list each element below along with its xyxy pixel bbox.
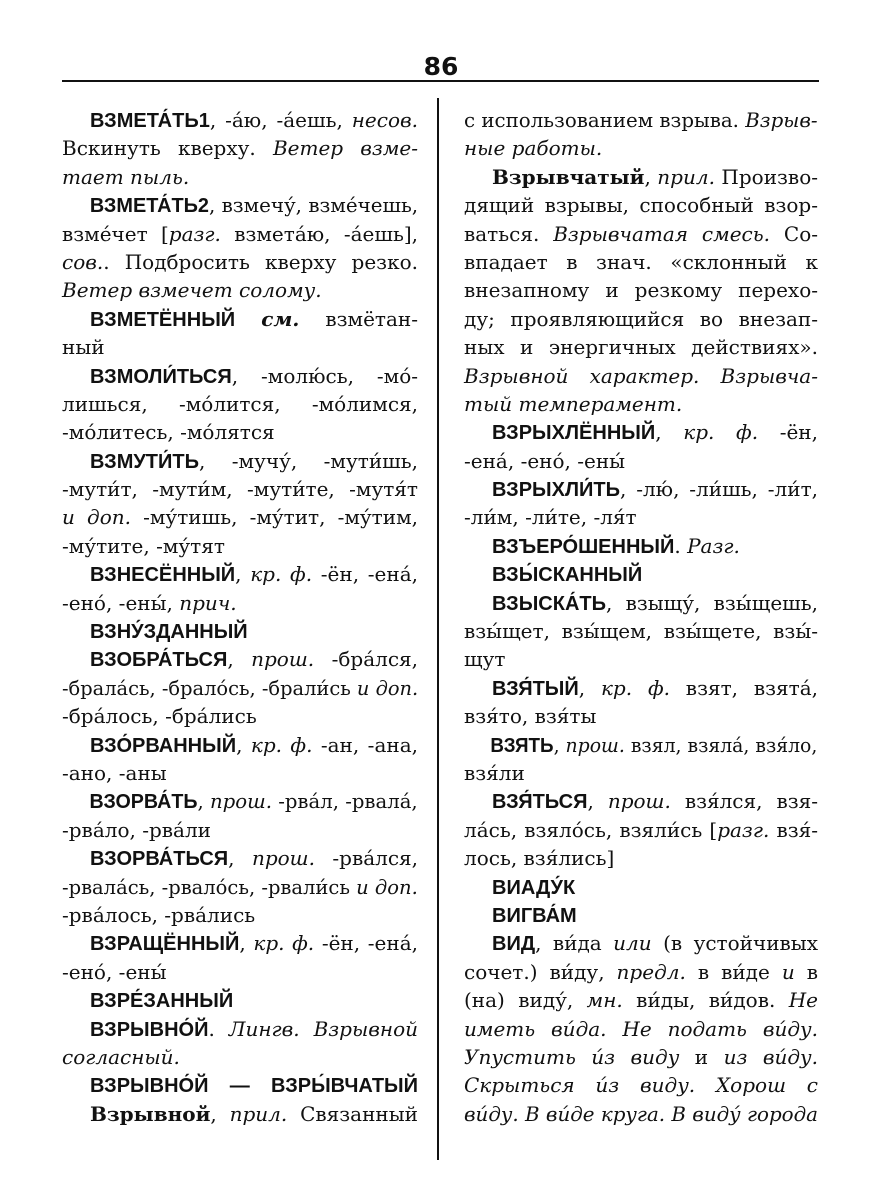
headword: ВЗЯ́ТЫЙ bbox=[492, 677, 579, 700]
text-run: Разг. bbox=[687, 533, 740, 558]
text-run: , bbox=[644, 164, 658, 189]
text-run: и bbox=[781, 959, 795, 984]
headword: ВЗРЫВНО́Й — ВЗРЫ́ВЧАТЫЙ bbox=[90, 1075, 418, 1098]
headword: ВЗЪЕРО́ШЕННЫЙ bbox=[492, 535, 675, 558]
text-run: внезапному и резкому перехо- bbox=[464, 278, 818, 303]
text-run: , bbox=[587, 789, 608, 814]
text-run: Со- bbox=[770, 221, 818, 246]
text-line bbox=[464, 447, 818, 475]
text-line bbox=[464, 759, 818, 787]
headword: ВЗЫ́СКАННЫЙ bbox=[492, 564, 643, 587]
text-run: -мо́литесь, -мо́лятся bbox=[62, 420, 275, 445]
text-run: прош. bbox=[565, 732, 625, 757]
text-line bbox=[62, 816, 418, 844]
text-run: . bbox=[208, 1016, 229, 1041]
text-run: , -мучу́, -мути́шь, bbox=[199, 448, 418, 473]
headword: ВЗЯ́ТЬСЯ bbox=[492, 791, 588, 814]
text-line bbox=[62, 305, 418, 333]
text-run: , взыщу́, взы́щешь, bbox=[605, 590, 818, 615]
text-run: . bbox=[674, 533, 688, 558]
text-run: ла́сь, взяло́сь, взяли́сь [ bbox=[464, 817, 718, 842]
text-line bbox=[62, 844, 418, 872]
text-run: -ено́, -ены́, bbox=[62, 590, 180, 615]
text-line bbox=[62, 191, 419, 219]
text-run: впадает в знач. «склонный к bbox=[464, 249, 818, 274]
text-run: взя́то, взя́ты bbox=[464, 704, 597, 729]
text-run: -ано, -аны bbox=[62, 760, 167, 785]
text-run: см. bbox=[261, 306, 300, 331]
headword: ВЗЯТЬ bbox=[490, 734, 554, 757]
text-line bbox=[62, 873, 418, 901]
text-run: , bbox=[227, 647, 252, 672]
text-run: ви́ду. В ви́де круга. В виду́ города bbox=[464, 1101, 819, 1126]
text-line bbox=[62, 617, 418, 645]
text-line bbox=[62, 475, 418, 503]
text-run: Взрывной bbox=[90, 1101, 211, 1126]
text-run: или bbox=[613, 931, 652, 956]
text-run: прич. bbox=[179, 590, 237, 615]
text-run: и доп. bbox=[356, 874, 418, 899]
text-line bbox=[464, 1043, 818, 1071]
text-line bbox=[62, 447, 418, 475]
text-run: в bbox=[794, 959, 818, 984]
text-run: несов. bbox=[351, 108, 418, 132]
text-run: взмета́ю, -а́ешь], bbox=[220, 221, 418, 246]
text-run: прош. bbox=[251, 846, 315, 871]
headword: ВИАДУ́К bbox=[492, 876, 576, 899]
text-line bbox=[464, 731, 818, 759]
text-line bbox=[464, 134, 818, 162]
text-line bbox=[62, 220, 418, 248]
text-run: -му́тишь, -му́тит, -му́тим, bbox=[130, 505, 418, 530]
text-run: -ён, bbox=[758, 420, 818, 445]
text-run: ные работы. bbox=[464, 136, 603, 161]
text-line bbox=[464, 106, 818, 134]
text-line bbox=[62, 390, 418, 418]
text-run: взят, взята́, bbox=[669, 675, 818, 700]
text-line bbox=[62, 362, 418, 390]
text-run: , bbox=[553, 732, 566, 757]
text-line bbox=[62, 1043, 418, 1071]
text-run: -бра́лся, bbox=[314, 647, 418, 672]
text-line bbox=[464, 901, 818, 929]
text-line bbox=[464, 929, 818, 957]
text-run: -му́тите, -му́тят bbox=[62, 533, 225, 558]
headword: ВИД bbox=[492, 933, 536, 956]
text-line bbox=[62, 276, 418, 304]
headword: ВЗЫСКА́ТЬ bbox=[492, 592, 606, 615]
text-line bbox=[62, 986, 418, 1014]
text-run: Взрывчатая смесь. bbox=[553, 221, 770, 246]
headword: ВЗОРВА́ТЬ bbox=[89, 791, 198, 814]
headword: ВИГВА́М bbox=[492, 904, 577, 927]
text-run: -рвала́сь, -рвало́сь, -рвали́сь bbox=[62, 874, 357, 899]
text-run: Скрыться и́з виду. Хорош с bbox=[464, 1073, 818, 1098]
text-line bbox=[62, 532, 418, 560]
text-run: (на) виду́, bbox=[464, 988, 587, 1013]
text-run: прош. bbox=[209, 789, 272, 814]
text-run: с использованием взрыва. bbox=[464, 108, 746, 132]
text-line bbox=[464, 674, 818, 702]
text-line bbox=[464, 418, 818, 446]
text-run: -ена́, -ено́, -ены́ bbox=[464, 448, 626, 473]
headword: ВЗМЕТА́ТЬ1 bbox=[90, 110, 210, 132]
text-run: Лингв. Взрывной bbox=[228, 1016, 418, 1041]
text-run: , ви́да bbox=[535, 931, 614, 956]
text-run: кр. ф. bbox=[600, 675, 670, 700]
text-line bbox=[62, 134, 418, 162]
text-run: лось, взя́лись] bbox=[464, 846, 615, 871]
text-run: -рва́ло, -рва́ли bbox=[62, 817, 211, 842]
text-run: Ветер взме- bbox=[272, 136, 418, 161]
text-line bbox=[62, 163, 418, 191]
text-line bbox=[464, 844, 818, 872]
text-run: ви́ды, ви́дов. bbox=[622, 988, 789, 1013]
text-run: . Подбросить кверху резко. bbox=[103, 249, 418, 274]
text-run: , -лю́, -ли́шь, -ли́т, bbox=[619, 477, 818, 502]
headword: ВЗРАЩЁННЫЙ bbox=[90, 933, 240, 956]
text-line bbox=[464, 390, 818, 418]
text-run: , bbox=[228, 846, 252, 871]
text-line bbox=[464, 702, 818, 730]
page-number: 86 bbox=[423, 52, 459, 81]
text-run: , bbox=[197, 789, 210, 814]
text-run: и bbox=[679, 1044, 724, 1069]
headword: ВЗОРВА́ТЬСЯ bbox=[90, 848, 229, 871]
text-line bbox=[62, 958, 418, 986]
text-run: , -а́ю, -а́ешь, bbox=[209, 108, 352, 132]
text-line bbox=[62, 702, 418, 730]
text-line bbox=[62, 418, 418, 446]
text-run bbox=[235, 307, 261, 331]
text-run: -ён, -ена́, bbox=[314, 931, 418, 956]
text-line bbox=[464, 532, 818, 560]
headword: ВЗМУТИ́ТЬ bbox=[90, 450, 199, 473]
text-line bbox=[464, 986, 818, 1014]
text-run: , bbox=[578, 675, 601, 700]
text-run: -мути́т, -мути́м, -мути́те, -мутя́т bbox=[62, 477, 418, 502]
text-run: ду; проявляющийся во внезап- bbox=[464, 306, 818, 331]
text-run: , -молю́сь, -мо́- bbox=[231, 363, 418, 388]
text-run: взя́- bbox=[769, 817, 818, 842]
text-line bbox=[62, 787, 418, 815]
text-run: из ви́ду. bbox=[723, 1044, 818, 1069]
text-run: прош. bbox=[607, 789, 671, 814]
text-line bbox=[464, 362, 818, 390]
text-run: ный bbox=[62, 335, 105, 360]
text-run: сов. bbox=[62, 249, 104, 274]
text-run: -рва́лось, -рва́лись bbox=[62, 902, 256, 927]
text-run: прош. bbox=[251, 647, 315, 672]
text-line bbox=[62, 589, 418, 617]
text-run: и доп. bbox=[62, 505, 131, 530]
text-run: кр. ф. bbox=[250, 562, 313, 587]
headword: ВЗМЕТА́ТЬ2 bbox=[89, 195, 209, 218]
text-line bbox=[62, 1071, 418, 1099]
text-run: Взрыв- bbox=[745, 108, 818, 132]
text-line bbox=[464, 163, 818, 191]
text-run: прил. bbox=[229, 1101, 288, 1126]
text-run: в ви́де bbox=[685, 959, 782, 984]
text-run: иметь ви́да. Не подать ви́ду. bbox=[464, 1016, 818, 1041]
headword: ВЗОБРА́ТЬСЯ bbox=[90, 649, 228, 672]
left-column bbox=[62, 106, 418, 1128]
text-run: -рва́лся, bbox=[314, 846, 419, 871]
headword: ВЗРЫХЛЁННЫЙ bbox=[492, 422, 656, 445]
text-run: кр. ф. bbox=[253, 931, 315, 956]
text-line bbox=[62, 560, 418, 588]
text-run: , взмечу́, взме́чешь, bbox=[208, 193, 419, 218]
text-run: тает пыль. bbox=[62, 164, 190, 189]
text-run: ных и энергичных действиях». bbox=[464, 335, 818, 360]
text-run: взы́щет, взы́щем, взы́щете, взы́- bbox=[464, 619, 818, 644]
text-run: щут bbox=[464, 647, 506, 672]
text-line bbox=[62, 645, 418, 673]
text-run: и доп. bbox=[356, 675, 419, 700]
text-line bbox=[62, 674, 419, 702]
text-run: взя́лся, взя- bbox=[670, 789, 818, 814]
text-run: взмётан- bbox=[299, 306, 419, 331]
text-line bbox=[62, 503, 418, 531]
text-line bbox=[464, 1071, 818, 1099]
headword: ВЗМОЛИ́ТЬСЯ bbox=[90, 365, 232, 388]
text-line bbox=[464, 191, 818, 219]
text-line bbox=[464, 560, 818, 588]
text-line bbox=[464, 503, 818, 531]
text-line bbox=[464, 589, 818, 617]
text-run: , bbox=[655, 420, 684, 445]
text-run: Произво- bbox=[714, 164, 818, 189]
text-line bbox=[464, 816, 818, 844]
text-run: Не bbox=[788, 988, 818, 1013]
header-rule bbox=[62, 80, 819, 82]
right-column bbox=[464, 106, 818, 1128]
text-run: -брала́сь, -брало́сь, -брали́сь bbox=[62, 675, 357, 700]
text-line bbox=[62, 1100, 418, 1128]
text-run: кр. ф. bbox=[683, 420, 759, 445]
headword: ВЗО́РВАННЫЙ bbox=[90, 734, 237, 757]
text-line bbox=[62, 929, 418, 957]
text-run: тый темперамент. bbox=[464, 391, 683, 416]
text-line bbox=[62, 106, 418, 134]
text-line bbox=[62, 333, 418, 361]
headword: ВЗРЫХЛИ́ТЬ bbox=[492, 479, 620, 502]
text-run: предл. bbox=[616, 959, 686, 984]
text-line bbox=[464, 617, 818, 645]
text-run: -ено́, -ены́ bbox=[62, 959, 167, 984]
text-run: сочет.) ви́ду, bbox=[464, 959, 617, 984]
text-line bbox=[62, 248, 418, 276]
text-line bbox=[464, 475, 818, 503]
text-line bbox=[464, 305, 818, 333]
text-run: Ветер взмечет солому. bbox=[62, 278, 322, 303]
text-line bbox=[62, 901, 418, 929]
text-run: , bbox=[239, 931, 254, 956]
headword: ВЗНЕСЁННЫЙ bbox=[90, 564, 236, 587]
text-run: кр. ф. bbox=[250, 732, 313, 757]
text-run: Вскинуть кверху. bbox=[62, 136, 273, 161]
text-run: , bbox=[235, 562, 251, 587]
text-run: прил. bbox=[657, 164, 715, 189]
headword: ВЗРЫВНО́Й bbox=[90, 1018, 209, 1041]
text-run: -рва́л, -рвала́, bbox=[271, 789, 418, 814]
text-run: разг. bbox=[168, 221, 221, 246]
text-run: Упустить и́з виду bbox=[464, 1044, 680, 1069]
text-line bbox=[464, 220, 818, 248]
text-run: , bbox=[210, 1101, 230, 1126]
headword: ВЗМЕТЁННЫЙ bbox=[90, 308, 236, 331]
text-run: Взрывчатый bbox=[492, 164, 645, 189]
text-run: , bbox=[236, 732, 251, 757]
text-line bbox=[464, 645, 818, 673]
text-run: -ён, -ена́, bbox=[312, 562, 418, 587]
text-line bbox=[62, 731, 418, 759]
text-line bbox=[464, 958, 818, 986]
text-run: взме́чет [ bbox=[62, 221, 169, 246]
text-line bbox=[464, 873, 818, 901]
text-line bbox=[464, 333, 818, 361]
text-line bbox=[464, 1015, 818, 1043]
text-run: взя́ли bbox=[464, 760, 525, 785]
text-line bbox=[62, 1015, 418, 1043]
text-run: ваться. bbox=[464, 221, 554, 246]
text-run: согласный. bbox=[62, 1044, 180, 1069]
text-run: взял, взяла́, взя́ло, bbox=[624, 732, 818, 757]
text-run: дящий взрывы, способный взор- bbox=[464, 193, 818, 218]
text-run: лишься, -мо́лится, -мо́лимся, bbox=[62, 391, 418, 416]
column-divider bbox=[437, 98, 439, 1160]
text-line bbox=[62, 759, 418, 787]
headword: ВЗНУ́ЗДАННЫЙ bbox=[90, 621, 248, 644]
headword: ВЗРЕ́ЗАННЫЙ bbox=[90, 990, 234, 1013]
text-line bbox=[464, 787, 818, 815]
text-run: -ан, -ана, bbox=[312, 732, 418, 757]
text-run: -бра́лось, -бра́лись bbox=[62, 704, 257, 729]
text-line bbox=[464, 276, 818, 304]
text-run: Взрывной характер. Взрывча- bbox=[464, 363, 818, 388]
text-run: мн. bbox=[586, 988, 623, 1013]
text-run: -ли́м, -ли́те, -ля́т bbox=[464, 505, 637, 530]
text-line bbox=[464, 248, 818, 276]
text-line bbox=[464, 1100, 819, 1128]
text-run: Связанный bbox=[287, 1101, 419, 1126]
text-run: (в устойчивых bbox=[651, 931, 818, 956]
text-run: разг. bbox=[717, 817, 770, 842]
